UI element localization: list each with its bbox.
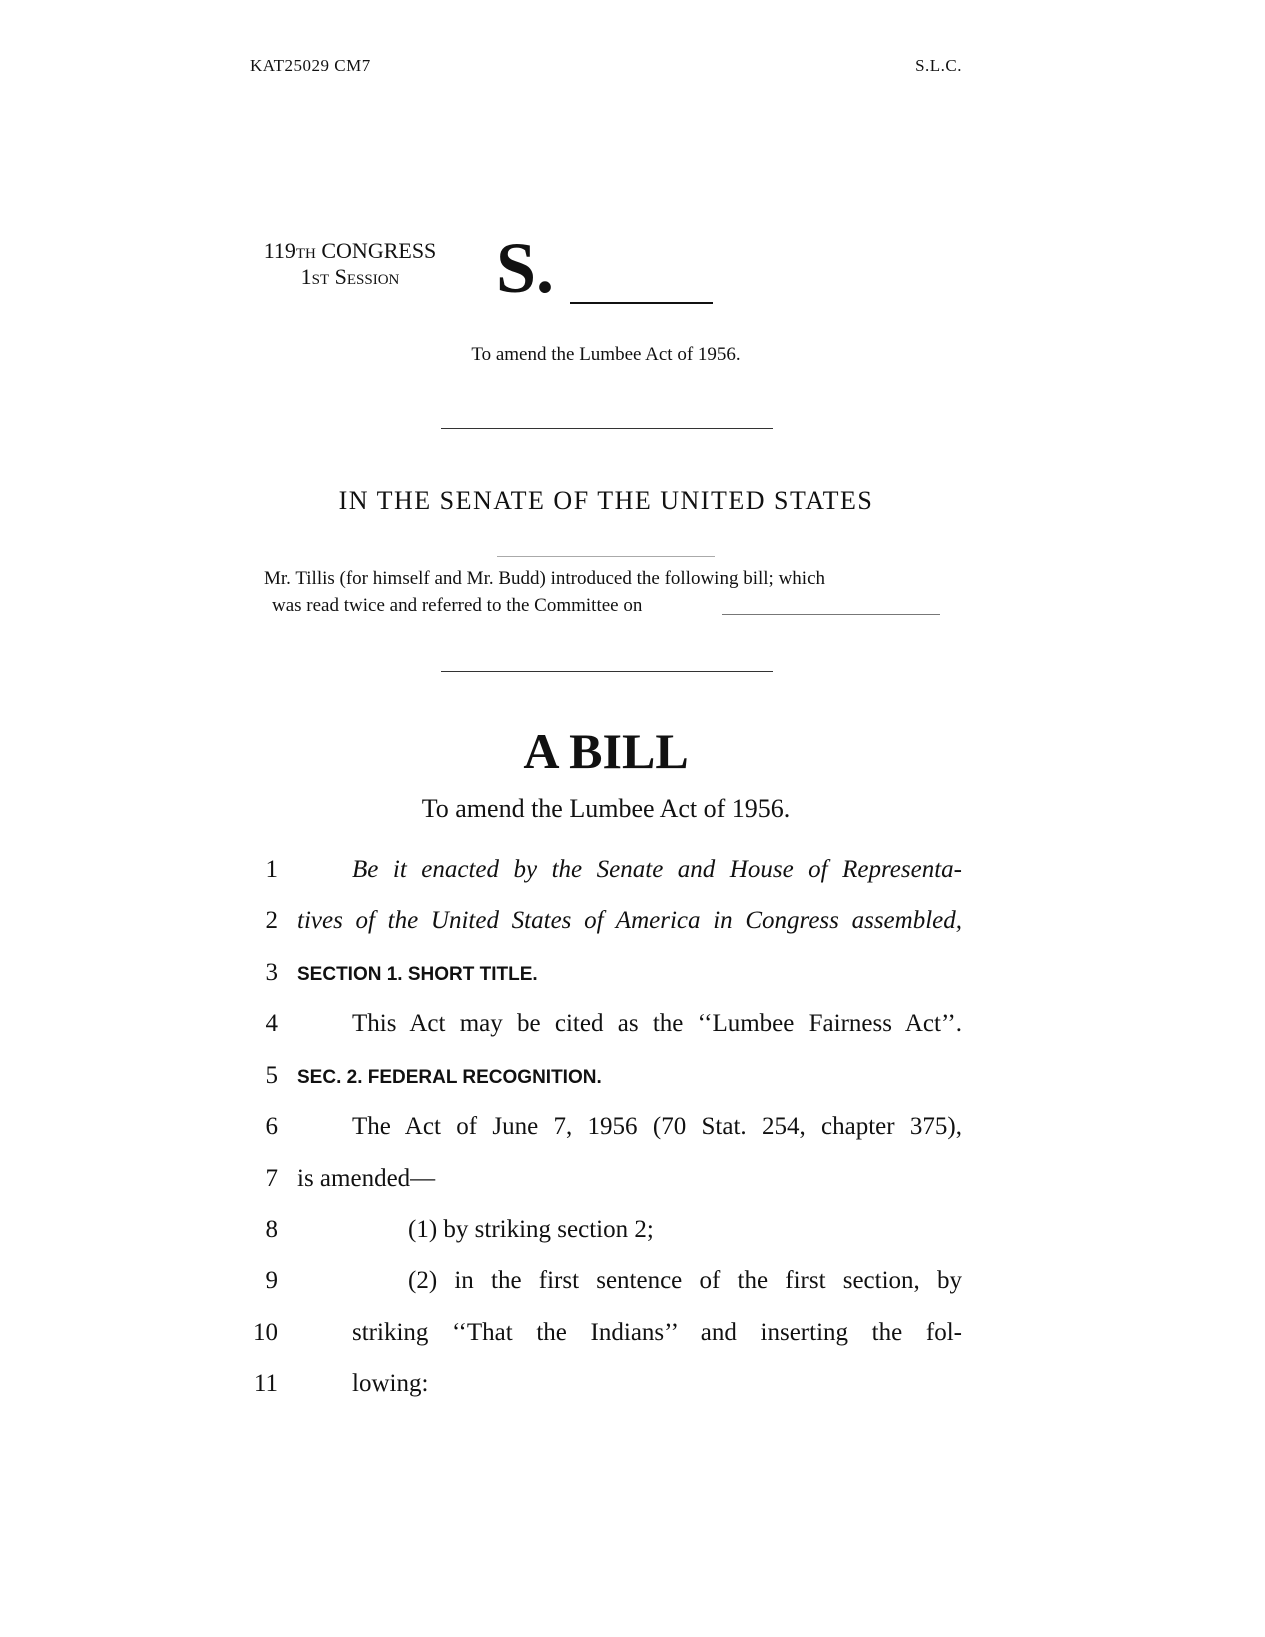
session: 1st Session	[300, 264, 400, 289]
line-number: 8	[265, 1216, 278, 1243]
office-code: S.L.C.	[915, 56, 962, 75]
introduction-line-2: was read twice and referred to the Committee on	[272, 595, 643, 616]
introduction-line-1: Mr. Tillis (for himself and Mr. Budd) introduced the following bill; which	[264, 568, 826, 589]
chamber-heading: IN THE SENATE OF THE UNITED STATES	[338, 486, 874, 515]
line-number: 7	[265, 1165, 278, 1192]
text-line: is amended—	[297, 1165, 436, 1192]
line-number: 5	[265, 1062, 278, 1089]
text-line: (1) by striking section 2;	[408, 1216, 654, 1243]
line-number: 9	[265, 1267, 278, 1294]
text-line: striking ‘‘That the Indians’’ and inserting the fol-	[352, 1319, 962, 1346]
committee-blank	[722, 614, 940, 615]
bill-prefix: S.	[496, 228, 555, 308]
divider	[441, 428, 773, 429]
line-number: 4	[265, 1010, 278, 1037]
short-purpose: To amend the Lumbee Act of 1956.	[471, 344, 741, 365]
document-id: KAT25029 CM7	[250, 56, 371, 75]
line-number: 1	[265, 856, 278, 883]
text-line: This Act may be cited as the ‘‘Lumbee Fairness Act’’.	[352, 1010, 962, 1037]
section-heading: SEC. 2. FEDERAL RECOGNITION.	[297, 1067, 602, 1088]
enacting-clause: tives of the United States of America in Congress assembled,	[297, 907, 962, 934]
bill-title: A BILL	[523, 723, 689, 779]
bill-number-blank	[570, 302, 713, 304]
congress-session	[250, 238, 450, 290]
text-line: lowing:	[352, 1370, 429, 1397]
section-heading: SECTION 1. SHORT TITLE.	[297, 964, 538, 985]
line-number: 6	[265, 1113, 278, 1140]
divider	[441, 671, 773, 672]
line-number: 10	[253, 1319, 278, 1346]
bill-purpose: To amend the Lumbee Act of 1956.	[421, 794, 791, 823]
line-number: 11	[253, 1370, 278, 1397]
line-number: 2	[265, 907, 278, 934]
enacting-clause: Be it enacted by the Senate and House of Representa-	[352, 856, 962, 883]
text-line: The Act of June 7, 1956 (70 Stat. 254, chapter 375),	[352, 1113, 962, 1140]
line-number: 3	[265, 959, 278, 986]
divider	[497, 556, 715, 557]
text-line: (2) in the first sentence of the first section, by	[408, 1267, 962, 1294]
congress-number: 119th CONGRESS	[263, 238, 437, 263]
